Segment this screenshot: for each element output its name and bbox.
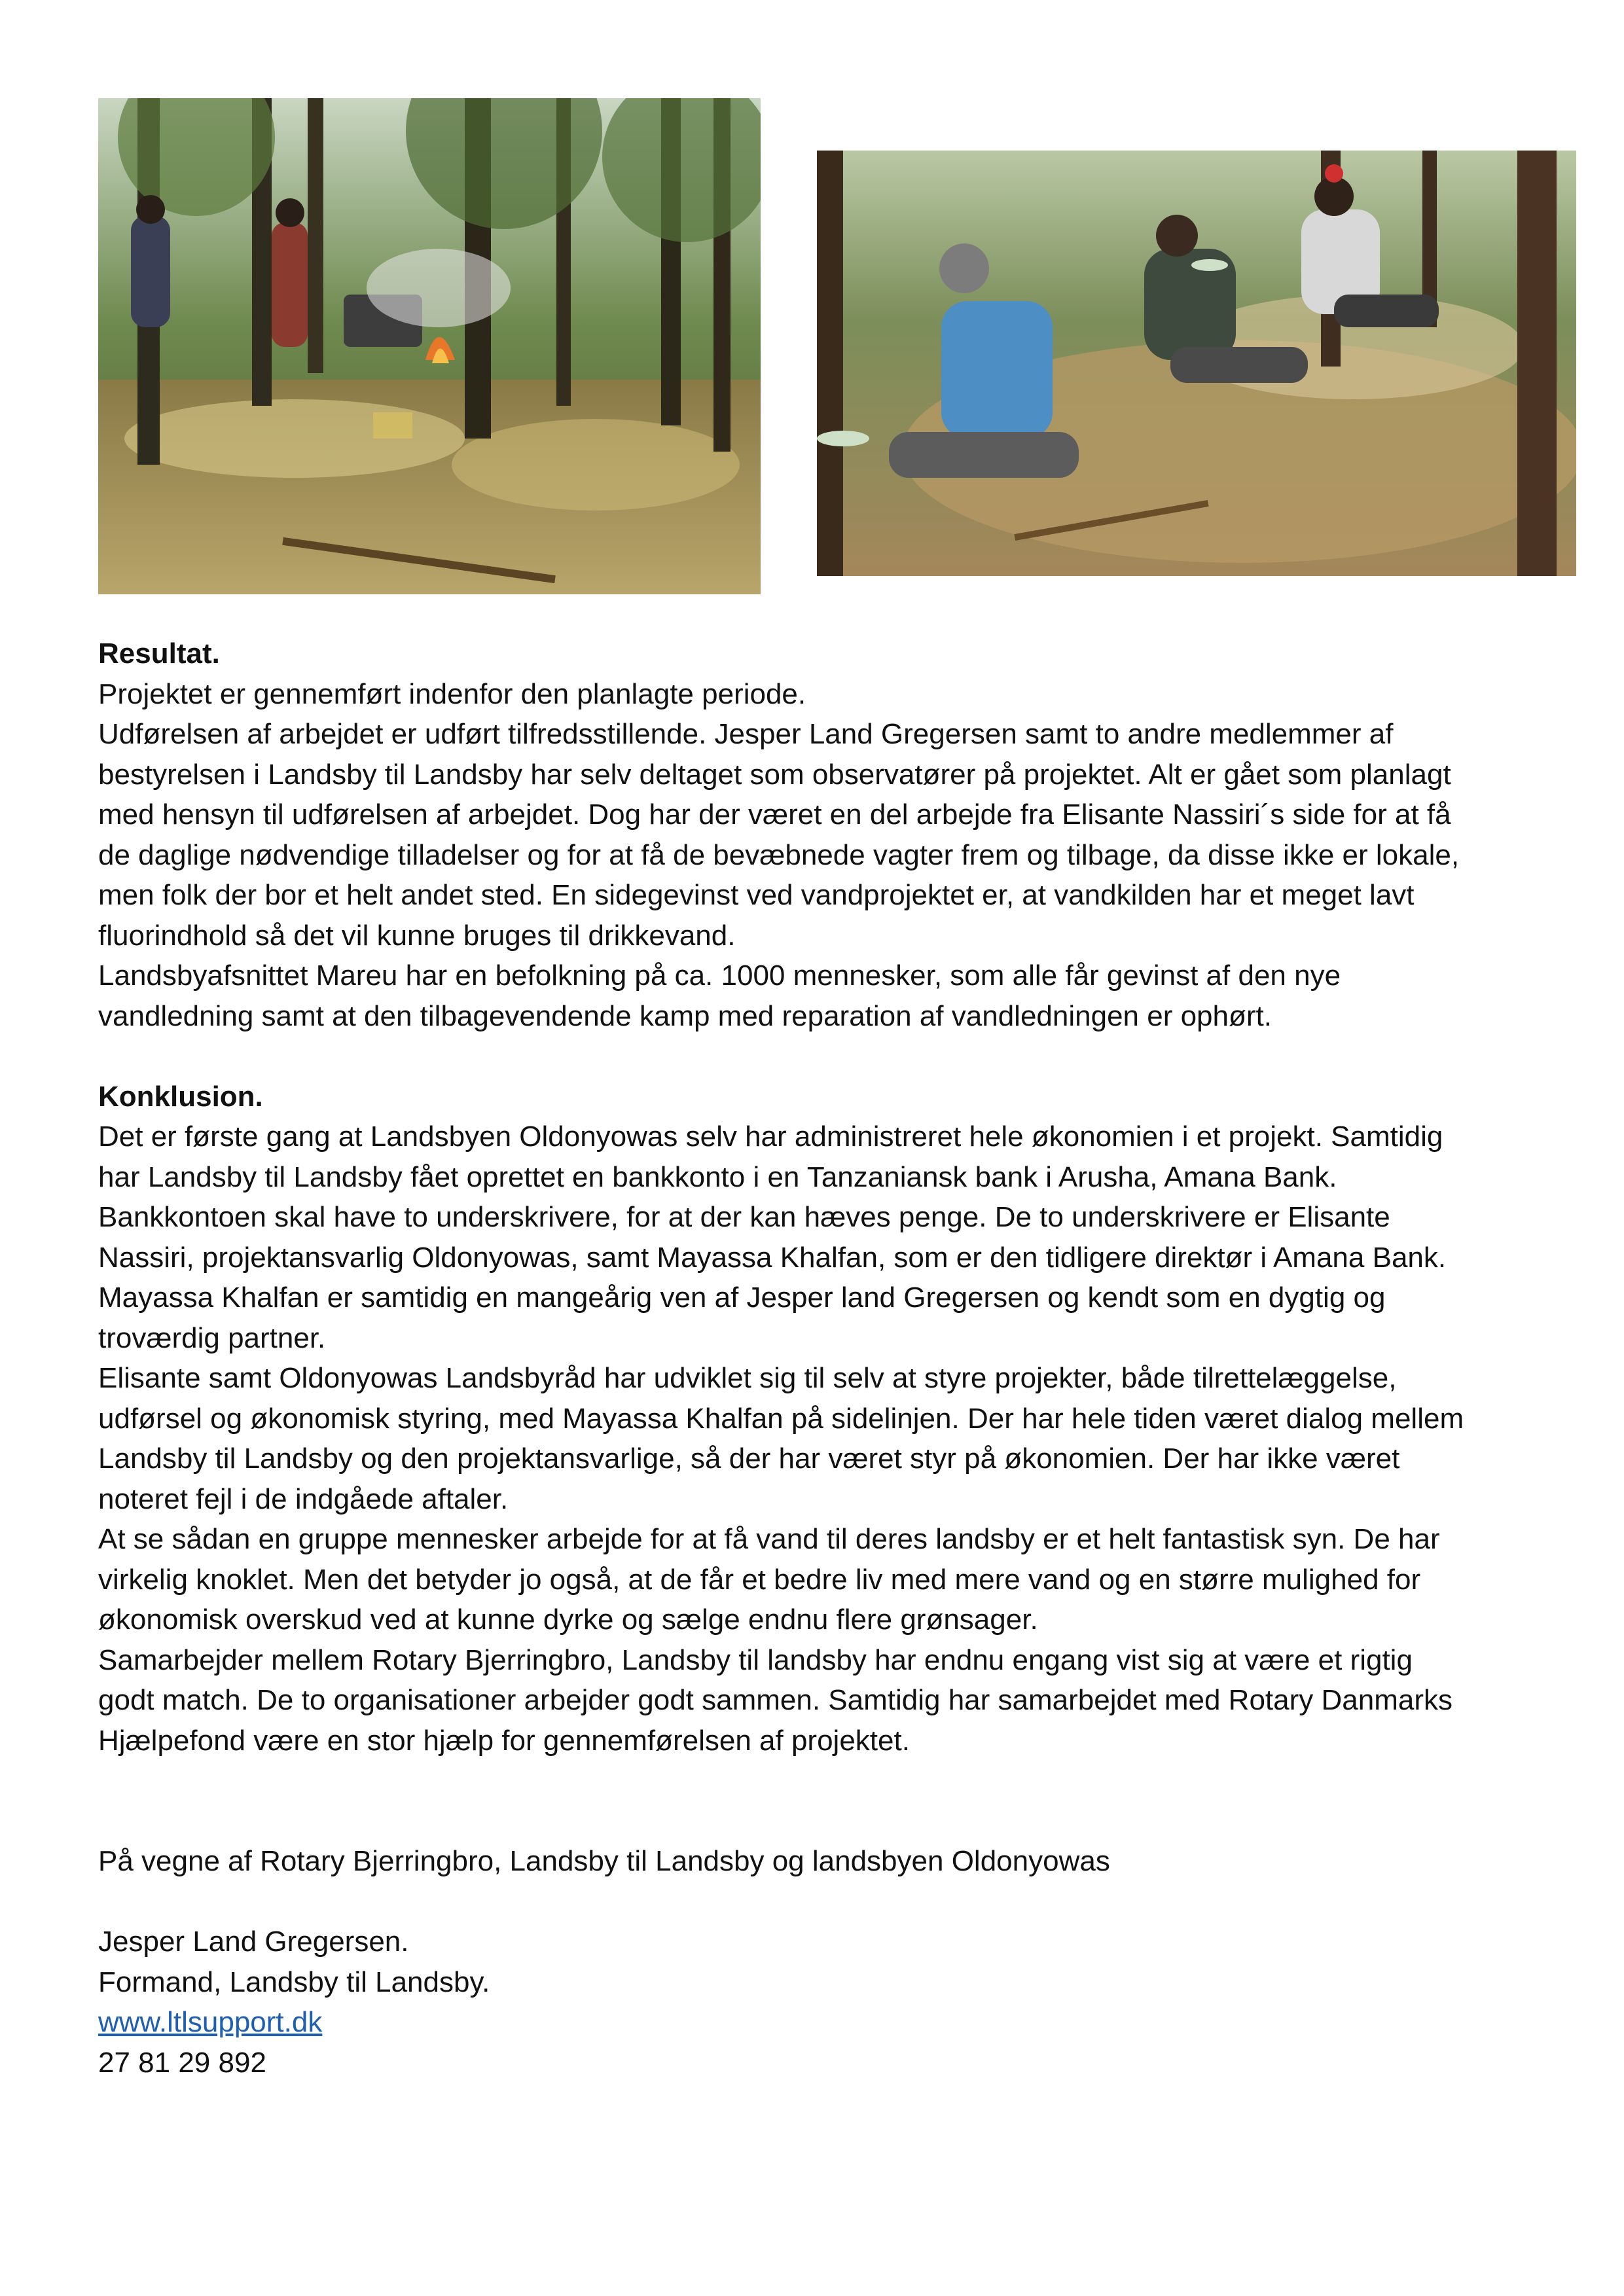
konklusion-line: godt match. De to organisationer arbejder godt sammen. Samtidig har samarbejdet med Rotary Danmarks xyxy=(98,1684,1453,1716)
photo-icon xyxy=(98,98,761,594)
konklusion-line: Nassiri, projektansvarlig Oldonyowas, samt Mayassa Khalfan, som er den tidligere direktør i Amana Bank. xyxy=(98,1241,1447,1274)
resultat-line: men folk der bor et helt andet sted. En sidegevinst ved vandprojektet er, at vandkilden har et meget lavt xyxy=(98,879,1415,911)
signer-name: Jesper Land Gregersen. xyxy=(98,1926,409,1958)
spacer xyxy=(98,1761,1532,1841)
konklusion-line: Hjælpefond være en stor hjælp for gennemførelsen af projektet. xyxy=(98,1724,910,1757)
signer-title: Formand, Landsby til Landsby. xyxy=(98,1965,490,1998)
resultat-line: vandledning samt at den tilbagevendende kamp med reparation af vandledningen er ophørt. xyxy=(98,999,1272,1032)
spacer xyxy=(98,1036,1532,1077)
konklusion-line: har Landsby til Landsby fået oprettet en bankkonto i en Tanzaniansk bank i Arusha, Amana Bank. xyxy=(98,1160,1337,1193)
konklusion-line: Det er første gang at Landsbyen Oldonyowas selv har administreret hele økonomien i et projekt. Samtidig xyxy=(98,1121,1443,1153)
resultat-line: med hensyn til udførelsen af arbejdet. Dog har der været en del arbejde fra Elisante Nassiri´s side for at få xyxy=(98,798,1451,831)
konklusion-line: virkelig knoklet. Men det betyder jo også, at de får et bedre liv med mere vand og en større mulighed for xyxy=(98,1563,1421,1596)
report-text xyxy=(98,634,1532,2083)
konklusion-line: Mayassa Khalfan er samtidig en mangeårig ven af Jesper land Gregersen og kendt som en dygtig og xyxy=(98,1282,1386,1314)
konklusion-line: At se sådan en gruppe mennesker arbejde for at få vand til deres landsby er et helt fantastisk syn. De har xyxy=(98,1523,1440,1555)
konklusion-line: udførsel og økonomisk styring, med Mayassa Khalfan på sidelinjen. Der har hele tiden været dialog mellem xyxy=(98,1402,1464,1435)
resultat-line: fluorindhold så det vil kunne bruges til drikkevand. xyxy=(98,919,736,952)
resultat-line: Landsbyafsnittet Mareu har en befolkning på ca. 1000 mennesker, som alle får gevinst af den nye xyxy=(98,960,1341,992)
konklusion-line: Samarbejder mellem Rotary Bjerringbro, Landsby til landsby har endnu engang vist sig at være et rigtig xyxy=(98,1643,1413,1676)
konklusion-line: Elisante samt Oldonyowas Landsbyråd har udviklet sig til selv at styre projekter, både tilrettelæggelse, xyxy=(98,1362,1397,1394)
konklusion-heading: Konklusion. xyxy=(98,1080,263,1113)
konklusion-line: Bankkontoen skal have to underskrivere, for at der kan hæves penge. De to underskrivere er Elisante xyxy=(98,1201,1390,1233)
resultat-line: Projektet er gennemført indenfor den planlagte periode. xyxy=(98,677,806,710)
phone-number: 27 81 29 892 xyxy=(98,2046,266,2079)
resultat-line: de daglige nødvendige tilladelser og for at få de bevæbnede vagter frem og tilbage, da disse ikke er lokale, xyxy=(98,838,1460,871)
resultat-line: Udførelsen af arbejdet er udført tilfredsstillende. Jesper Land Gregersen samt to andre medlemmer af xyxy=(98,718,1394,750)
photo-icon xyxy=(817,151,1576,576)
konklusion-line: økonomisk overskud ved at kunne dyrke og sælge endnu flere grønsager. xyxy=(98,1604,1038,1636)
konklusion-line: troværdig partner. xyxy=(98,1321,326,1354)
workers-resting-photo xyxy=(817,151,1576,576)
konklusion-line: noteret fejl i de indgåede aftaler. xyxy=(98,1482,509,1515)
resultat-heading: Resultat. xyxy=(98,637,220,670)
spacer xyxy=(98,1882,1532,1922)
forest-cooking-photo xyxy=(98,98,761,594)
on-behalf-line: På vegne af Rotary Bjerringbro, Landsby til Landsby og landsbyen Oldonyowas xyxy=(98,1845,1110,1877)
website-link[interactable]: www.ltlsupport.dk xyxy=(98,2006,323,2038)
resultat-line: bestyrelsen i Landsby til Landsby har selv deltaget som observatører på projektet. Alt er gået som planlagt xyxy=(98,758,1451,791)
konklusion-line: Landsby til Landsby og den projektansvarlige, så der har været styr på økonomien. Der har ikke været xyxy=(98,1443,1400,1475)
